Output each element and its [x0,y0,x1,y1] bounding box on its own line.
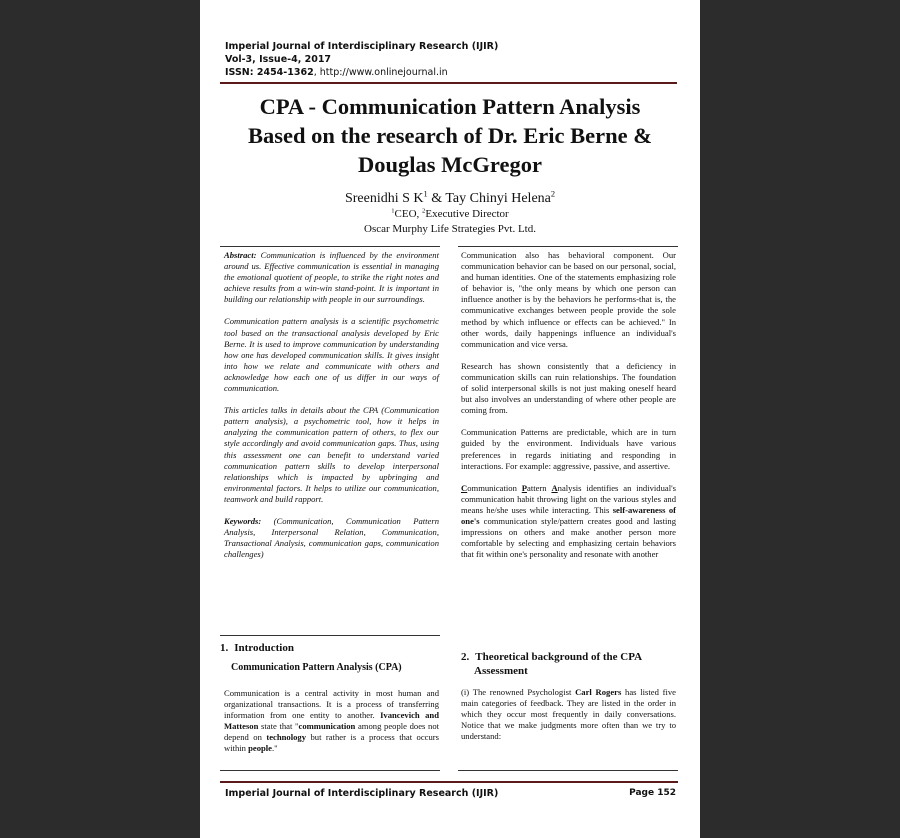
keywords-label: Keywords: [224,515,262,526]
section-1-heading: 1. Introduction [220,642,294,654]
paper-page [200,0,700,838]
right-column-rule [458,246,678,247]
keywords: Keywords: (Communication, Communication Pattern Analysis, Interpersonal Relation, Communication, Transactional Analysis, communication gaps, communication challenges) [224,515,439,560]
author-list: Sreenidhi S $K^1$ & Tay Chinyi Helena$^2$ [344,189,556,206]
author-roles: $^1$CEO, $^2$Executive Director [391,207,509,220]
page-number: Page 152 [629,788,676,798]
abstract [224,250,439,560]
abstract-paragraph: Communication pattern analysis is a scientific psychometric tool based on the transactional analysis developed by Eric Berne. It is used to improve communication by understanding how one has developed communication skills. It gives insight into how we relate and communicate with others and acknowledge how each one of us differ in our ways of communication. [224,316,439,394]
body-paragraph: Communication Patterns are predictable, which are in turn guided by the environment. Individuals have various preferences in regards initiating and responding in interactions. For example: aggressive, passive, and assertive. [461,427,676,471]
journal-issn: ISSN: 2454-1362, http://www.onlinejournal.in [225,67,448,78]
abstract-paragraph: This articles talks in details about the CPA (Communication pattern analysis), a psychometric tool, how it helps in analyzing the communication pattern of others, to flex our style accordingly and avoid communication gaps. Thus, using this assessment one can benefit to understand varied communication pattern skills to develop interpersonal relationships which is impacted by upbringing and environmental factors. It helps to utilize our communication, teamwork and build rapport. [224,405,439,504]
journal-header [225,40,498,79]
body-paragraph: Research has shown consistently that a deficiency in communication skills can ruin relationships. The foundation of solid interpersonal skills is not just making oneself heard but also involves an understanding of where other people are coming from. [461,360,676,416]
body-paragraph: Communication also has behavioral component. Our communication behavior can be based on our personal, social, and human identities. One of the statements emphasizing role of behavior is, "the only means by which one person can influence another is by the behaviors he performs-that is, the communicative exchanges between people provide the sole method by which influence or effects can be achieved." In other words, daily happenings influence an individual's communication and vice versa. [461,250,676,349]
right-column-bottom-rule [458,770,678,771]
abstract-paragraph: Abstract: Communication is influenced by the environment around us. Effective communication is essential in managing the emotional quotient of people, to strike the right notes and achieve results from a win-win stand-point. It is important in building our relationship with people in our surroundings. [224,250,439,305]
journal-name: Imperial Journal of Interdisciplinary Research (IJIR) [225,41,499,52]
body-paragraph: Communication Pattern Analysis identifies an individual's communication habit throwing light on the various styles and means he/she uses while interacting. This self-awareness of one's communication style/pattern creates good and lasting impressions on others and make another person more comfortable by selecting and emphasizing certain behaviors that fit within one's personality and resonate with another [461,482,676,560]
journal-volume: Vol-3, Issue-4, 2017 [225,54,332,65]
section-2-heading: 2. Theoretical background of the CPA Assessment [461,651,643,677]
section-2-paragraph: (i) The renowned Psychologist Carl Rogers has listed five main categories of feedback. They are listed in the order in which they occur most frequently in daily conversations. Notice that we make judgments more often than we try to understand: [461,687,676,742]
footer-journal: Imperial Journal of Interdisciplinary Research (IJIR) [225,788,499,799]
paper-title: CPA - Communication Pattern Analysis Based on the research of Dr. Eric Berne & Douglas McGregor [248,94,652,177]
header-rule [220,82,677,84]
section-1-subheading: Communication Pattern Analysis (CPA) [231,662,402,673]
right-column [461,250,676,560]
abstract-label: Abstract: [224,250,257,260]
journal-url[interactable]: , http://www.onlinejournal.in [313,67,448,78]
author-organization: Oscar Murphy Life Strategies Pvt. Ltd. [364,223,536,235]
left-column-bottom-rule [220,770,440,771]
footer-rule [220,781,678,783]
introduction-paragraph: Communication is a central activity in most human and organizational transactions. It is a process of transferring information from one entity to another. Ivancevich and Matteson state that "communication among people does not depend on technology but rather is a process that occurs within people." [224,688,440,754]
